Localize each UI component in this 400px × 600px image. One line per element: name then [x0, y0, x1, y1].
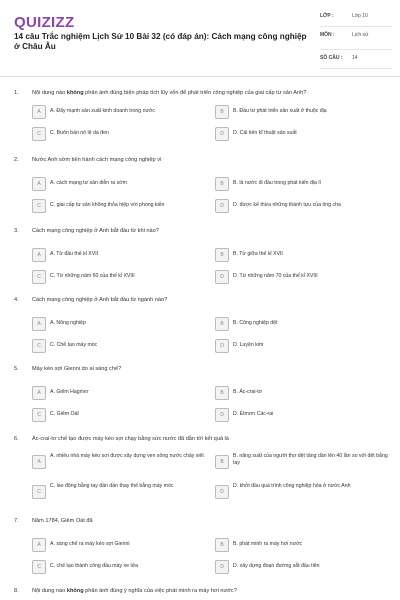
question-number: 6. — [14, 436, 19, 442]
option-c[interactable] — [32, 199, 208, 213]
option-text: D. khởi đầu quá trình công nghiệp hóa ở nước Anh — [233, 483, 351, 489]
option-letter: D — [215, 339, 229, 353]
option-text: B. phát minh ra máy hơi nước — [233, 541, 303, 547]
option-d[interactable] — [215, 270, 391, 284]
option-letter: A — [32, 105, 46, 119]
meta-count-label: SỐ CÂU : — [320, 55, 343, 61]
question-number: 5. — [14, 366, 19, 372]
question-text: Ác-crai-tơ chế tạo được máy kéo sợi chạy bằng sức nước đã dẫn tới kết quả là — [32, 436, 229, 442]
option-b[interactable] — [215, 317, 391, 331]
option-text: D. Étmơn Các-rai — [233, 411, 274, 417]
question-text: Cách mạng công nghiệp ở Anh bắt đầu từ khi nào? — [32, 228, 159, 234]
page-title: 14 câu Trắc nghiệm Lịch Sử 10 Bài 32 (có đáp án): Cách mạng công nghiệp ở Châu Âu — [14, 32, 307, 51]
option-letter: D — [215, 127, 229, 141]
header — [0, 0, 400, 72]
question-text: Năm 1784, Giêm Oát đã — [32, 518, 93, 524]
option-d[interactable] — [215, 408, 391, 422]
quizizz-logo: QUIZIZZ — [14, 14, 75, 31]
option-c[interactable] — [32, 127, 208, 141]
option-a[interactable] — [32, 248, 208, 262]
option-letter: C — [32, 339, 46, 353]
question-text: Nội dung nào không phản ánh đúng biện pháp tích lũy vốn để phát triển công nghiệp của giai cấp tư sản Anh? — [32, 90, 307, 96]
option-letter: A — [32, 177, 46, 191]
option-text: B. Từ giữa thế kỉ XVII — [233, 251, 283, 257]
option-letter: D — [215, 485, 229, 499]
option-d[interactable] — [215, 127, 391, 141]
option-a[interactable] — [32, 105, 208, 119]
option-letter: B — [215, 455, 229, 469]
option-letter: D — [215, 199, 229, 213]
question-number: 2. — [14, 157, 19, 163]
option-letter: C — [32, 199, 46, 213]
option-text: B. năng suất của người thợ dệt tăng dần lên 40 lần so với dệt bằng tay — [233, 453, 388, 466]
option-c[interactable] — [32, 339, 208, 353]
question-number: 1. — [14, 90, 19, 96]
option-a[interactable] — [32, 538, 208, 552]
option-letter: A — [32, 455, 46, 469]
option-text: C. giai cấp tư sản không thỏa hiệp với phong kiến — [50, 202, 165, 208]
option-text: C. Từ những năm 60 của thế kỉ XVIII — [50, 273, 135, 279]
meta-class — [320, 8, 392, 27]
option-text: A. nhiều nhà máy kéo sợi được xây dựng ven sông nước chảy xiết — [50, 453, 204, 459]
option-letter: D — [215, 408, 229, 422]
question-text: Nội dung nào không phản ánh đúng ý nghĩa của việc phát minh ra máy hơi nước? — [32, 588, 237, 594]
option-d[interactable] — [215, 482, 391, 502]
option-letter: A — [32, 248, 46, 262]
option-b[interactable] — [215, 105, 391, 119]
question-text: Nước Anh sớm tiến hành cách mạng công nghiệp vì — [32, 157, 162, 163]
option-letter: B — [215, 386, 229, 400]
option-text: D. Cải tiến kĩ thuật sản xuất — [233, 130, 297, 136]
option-letter: C — [32, 485, 46, 499]
option-c[interactable] — [32, 482, 208, 502]
meta-subject-label: MÔN : — [320, 32, 335, 38]
option-b[interactable] — [215, 248, 391, 262]
option-d[interactable] — [215, 339, 391, 353]
option-a[interactable] — [32, 452, 208, 472]
question-number: 8. — [14, 588, 19, 594]
meta-subject — [320, 27, 392, 50]
option-text: D. được kế thừa những thành tựu của ông cha — [233, 202, 341, 208]
question-text: Cách mạng công nghiệp ở Anh bắt đầu từ ngành nào? — [32, 297, 168, 303]
question-number: 3. — [14, 228, 19, 234]
question-text: Máy kéo sợi Gienni do ai sáng chế? — [32, 366, 122, 372]
option-letter: C — [32, 127, 46, 141]
meta-class-value: Lớp 10 — [352, 13, 368, 19]
option-letter: D — [215, 560, 229, 574]
option-text: D. Từ những năm 70 của thế kỉ XVIII — [233, 273, 318, 279]
option-letter: A — [32, 317, 46, 331]
question-number: 4. — [14, 297, 19, 303]
option-text: A. Giêm Hagrivơ — [50, 389, 89, 395]
option-text: A. Đẩy mạnh sản xuất kinh doanh trong nước — [50, 108, 155, 114]
question-number: 7. — [14, 518, 19, 524]
option-d[interactable] — [215, 199, 391, 213]
option-b[interactable] — [215, 386, 391, 400]
option-a[interactable] — [32, 386, 208, 400]
option-text: A. sáng chế ra máy kéo sợi Gienni — [50, 541, 130, 547]
meta-subject-value: Lịch sử — [352, 32, 369, 38]
option-text: A. Từ đầu thế kỉ XVII — [50, 251, 99, 257]
option-c[interactable] — [32, 560, 208, 574]
option-text: C. chế tạo thành công đầu máy xe lửa — [50, 563, 138, 569]
option-letter: B — [215, 105, 229, 119]
meta-panel — [320, 8, 392, 69]
option-text: B. là nước đi đầu trong phát kiến địa lí — [233, 180, 321, 186]
option-c[interactable] — [32, 408, 208, 422]
option-letter: A — [32, 386, 46, 400]
option-a[interactable] — [32, 317, 208, 331]
option-text: B. Ác-crai-tơ — [233, 389, 263, 395]
option-letter: B — [215, 177, 229, 191]
option-letter: C — [32, 560, 46, 574]
option-letter: B — [215, 248, 229, 262]
option-text: C. Giêm Oát — [50, 411, 79, 417]
option-b[interactable] — [215, 177, 391, 191]
header-divider — [0, 76, 400, 77]
option-letter: C — [32, 408, 46, 422]
option-c[interactable] — [32, 270, 208, 284]
option-letter: B — [215, 317, 229, 331]
meta-class-label: LỚP : — [320, 13, 334, 19]
option-text: A. Nông nghiệp — [50, 320, 86, 326]
meta-count — [320, 50, 392, 69]
option-b[interactable] — [215, 538, 391, 552]
option-text: A. cách mạng tư sản diễn ra sớm — [50, 180, 127, 186]
option-letter: A — [32, 538, 46, 552]
option-text: C. lao động bằng tay dần dần thay thế bằng máy móc — [50, 483, 174, 489]
option-b[interactable] — [215, 452, 391, 472]
option-text: B. Đầu tư phát triển sản xuất ở thuộc địa — [233, 108, 327, 114]
option-text: C. Chế tạo máy móc — [50, 342, 98, 348]
option-text: D. xây dựng đoạn đường sắt đầu tiên — [233, 563, 320, 569]
option-text: C. Buôn bán nô lệ da đen — [50, 130, 109, 136]
option-a[interactable] — [32, 177, 208, 191]
option-text: D. Luyện kim — [233, 342, 264, 348]
meta-count-value: 14 — [352, 55, 358, 61]
option-letter: D — [215, 270, 229, 284]
option-text: B. Công nghiệp dệt — [233, 320, 278, 326]
option-letter: B — [215, 538, 229, 552]
option-d[interactable] — [215, 560, 391, 574]
option-letter: C — [32, 270, 46, 284]
